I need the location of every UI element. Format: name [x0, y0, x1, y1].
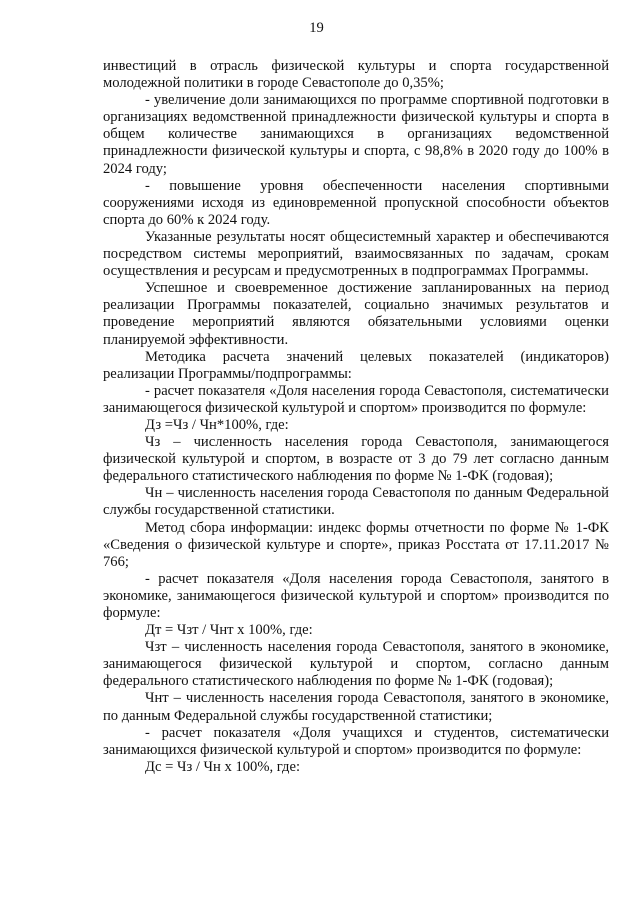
document-body: [103, 58, 609, 776]
formula-dz: Дз =Чз / Чн*100%, где:: [145, 416, 289, 433]
formula-dt: Дт = Чзт / Чнт х 100%, где:: [145, 622, 313, 639]
paragraph-results-character: Указанные результаты носят общесистемный характер и обеспечиваются посредством системы мероприятий, взаимосвязанных по задачам, срокам осуществления и ресурсам и предусмотренных в подпрограммах Программы.: [103, 228, 609, 280]
paragraph-indicator-dz: - расчет показателя «Доля населения города Севастополя, систематически занимающегося физической культурой и спортом» производится по формуле:: [103, 382, 609, 416]
definition-chnt: Чнт – численность населения города Севастополя, занятого в экономике, по данным Федеральной службы государственной статистики;: [103, 690, 609, 724]
paragraph-indicator-ds: - расчет показателя «Доля учащихся и студентов, систематически занимающихся физической культурой и спортом» производится по формуле:: [103, 724, 609, 758]
paragraph-methodology-heading: Методика расчета значений целевых показателей (индикаторов) реализации Программы/подпрограммы:: [103, 348, 609, 382]
formula-ds: Дс = Чз / Чн х 100%, где:: [145, 758, 301, 775]
paragraph-collection-method: Метод сбора информации: индекс формы отчетности по форме № 1-ФК «Сведения о физической культуре и спорте», приказ Росстата от 17.11.2017 № 766;: [103, 519, 609, 570]
paragraph-sport-training-share: - увеличение доли занимающихся по программе спортивной подготовки в организациях ведомственной принадлежности физической культуры и спорта в общем количестве занимающихся в организациях ведомственной принадлежности физической культуры и спорта, с 98,8% в 2020 году до 100% в 2024 году;: [103, 92, 609, 177]
paragraph-indicator-dt: - расчет показателя «Доля населения города Севастополя, занятого в экономике, занимающегося физической культурой и спортом» производится по формуле:: [103, 570, 609, 621]
definition-chz: Чз – численность населения города Севастополя, занимающегося физической культурой и спортом, в возрасте от 3 до 79 лет согласно данным федерального статистического наблюдения по форме № 1-ФК (годовая);: [103, 434, 609, 485]
page-number: 19: [309, 20, 324, 36]
definition-chzt: Чзт – численность населения города Севастополя, занятого в экономике, занимающегося физической культурой и спортом, согласно данным федерального статистического наблюдения по форме № 1-ФК (годовая);: [103, 639, 609, 690]
paragraph-facilities-provision: - повышение уровня обеспеченности населения спортивными сооружениями исходя из единовременной пропускной способности объектов спорта до 60% к 2024 году.: [103, 177, 609, 228]
paragraph-success-conditions: Успешное и своевременное достижение запланированных на период реализации Программы показателей, социально значимых результатов и проведение мероприятий являются обязательными условиями оценки планируемой эффективности.: [103, 280, 609, 348]
paragraph-investment-share: инвестиций в отрасль физической культуры и спорта государственной молодежной политики в городе Севастополе до 0,35%;: [103, 58, 609, 92]
definition-chn: Чн – численность населения города Севастополя по данным Федеральной службы государственной статистики.: [103, 485, 609, 519]
